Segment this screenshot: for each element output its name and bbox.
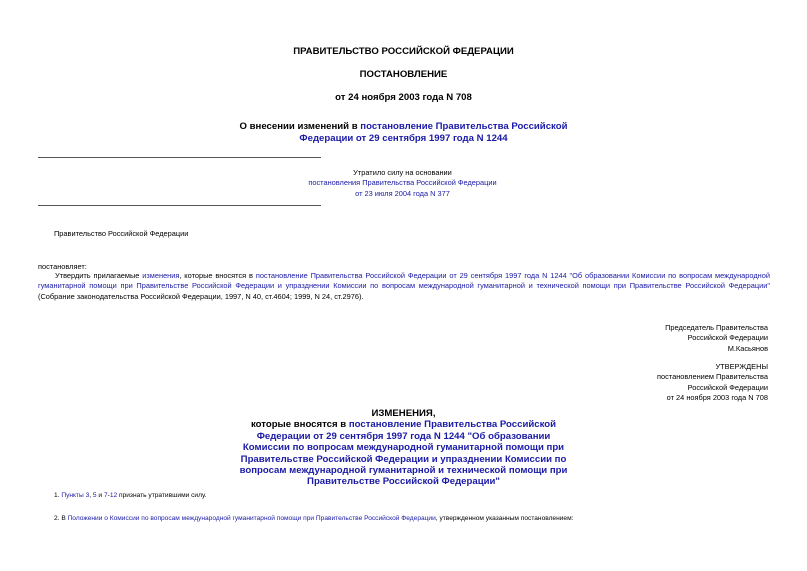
changes-title: ИЗМЕНЕНИЯ,	[371, 408, 436, 419]
item-1: 1. Пункты 3, 5 и 7-12 признать утратившими силу.	[54, 492, 207, 499]
changes-link-2[interactable]: Федерации от 29 сентября 1997 года N 1244 "Об образовании	[256, 430, 551, 442]
title-link-line1[interactable]: постановление Правительства Российской	[360, 121, 568, 132]
void-notice	[270, 168, 535, 199]
doc-type: ПОСТАНОВЛЕНИЕ	[359, 69, 448, 80]
changes-link-1[interactable]: постановление Правительства Российской	[348, 419, 557, 431]
approved-line2: постановлением Правительства	[657, 372, 768, 382]
divider-top	[38, 157, 321, 158]
org-name: ПРАВИТЕЛЬСТВО РОССИЙСКОЙ ФЕДЕРАЦИИ	[293, 46, 514, 57]
void-notice-link1[interactable]: постановления Правительства Российской Федерации	[308, 178, 497, 188]
item2-regulation-link[interactable]: Положении о Комиссии по вопросам международной гуманитарной помощи при Правительстве Российской Федерации	[67, 515, 436, 522]
signature-title: Председатель Правительства	[665, 323, 768, 332]
resolution-1244-link[interactable]: постановление Правительства Российской Федерации от 29 сентября 1997 года N 1244 "Об образовании Комиссии по вопросам международной гуманитарной помощи при Правительстве Российской Федерации и упразднении Комиссии по вопросам международной гуманитарной и технической помощи при Правительстве Российской Федерации"	[38, 271, 770, 291]
signature-block	[520, 323, 768, 354]
changes-heading	[0, 408, 807, 488]
void-notice-link2[interactable]: от 23 июля 2004 года N 377	[355, 188, 450, 198]
changes-sub-prefix: которые вносятся в	[250, 419, 349, 431]
item1-link-7[interactable]: 7	[103, 492, 108, 499]
changes-link-5[interactable]: вопросам международной гуманитарной и технической помощи при	[239, 465, 568, 477]
item1-link-5[interactable]: 5	[92, 492, 97, 499]
changes-link-6[interactable]: Правительстве Российской Федерации"	[307, 476, 500, 488]
title-link-line2[interactable]: Федерации от 29 сентября 1997 года N 1244	[299, 133, 508, 144]
doc-date-number: от 24 ноября 2003 года N 708	[335, 92, 472, 103]
decree-word: постановляет:	[38, 262, 87, 271]
issuer: Правительство Российской Федерации	[54, 229, 189, 238]
item1-link-12[interactable]: 12	[109, 492, 118, 499]
title-prefix: О внесении изменений в	[239, 121, 361, 132]
approved-block	[520, 362, 768, 403]
doc-title	[0, 121, 807, 145]
item-2: 2. В Положении о Комиссии по вопросам международной гуманитарной помощи при Правительстве Российской Федерации, утвержденном указанным постановлением:	[54, 515, 574, 522]
changes-link-4[interactable]: Правительстве Российской Федерации и упразднении Комиссии по	[240, 453, 567, 465]
approved-word: УТВЕРЖДЕНЫ	[715, 362, 768, 371]
divider-bottom	[38, 205, 321, 206]
signature-name: М.Касьянов	[727, 343, 768, 353]
void-notice-text: Утратило силу на основании	[353, 168, 452, 177]
signature-org: Российской Федерации	[687, 333, 768, 343]
approved-line4: от 24 ноября 2003 года N 708	[666, 392, 768, 402]
item1-link-3[interactable]: Пункты 3	[61, 492, 90, 499]
changes-link[interactable]: изменения	[142, 271, 180, 280]
changes-link-3[interactable]: Комиссии по вопросам международной гуманитарной помощи при	[242, 442, 565, 454]
approved-line3: Российской Федерации	[687, 382, 768, 392]
decree-paragraph: Утвердить прилагаемые изменения, которые вносятся в постановление Правительства Российской Федерации от 29 сентября 1997 года N 1244 "Об образовании Комиссии по вопросам международной гуманитарной помощи при Правительстве Российской Федерации и упразднении Комиссии по вопросам международной гуманитарной и технической помощи при Правительстве Российской Федерации" (Собрание законодательства Российской Федерации, 1997, N 40, ст.4604; 1999, N 24, ст.2976).	[38, 271, 770, 301]
